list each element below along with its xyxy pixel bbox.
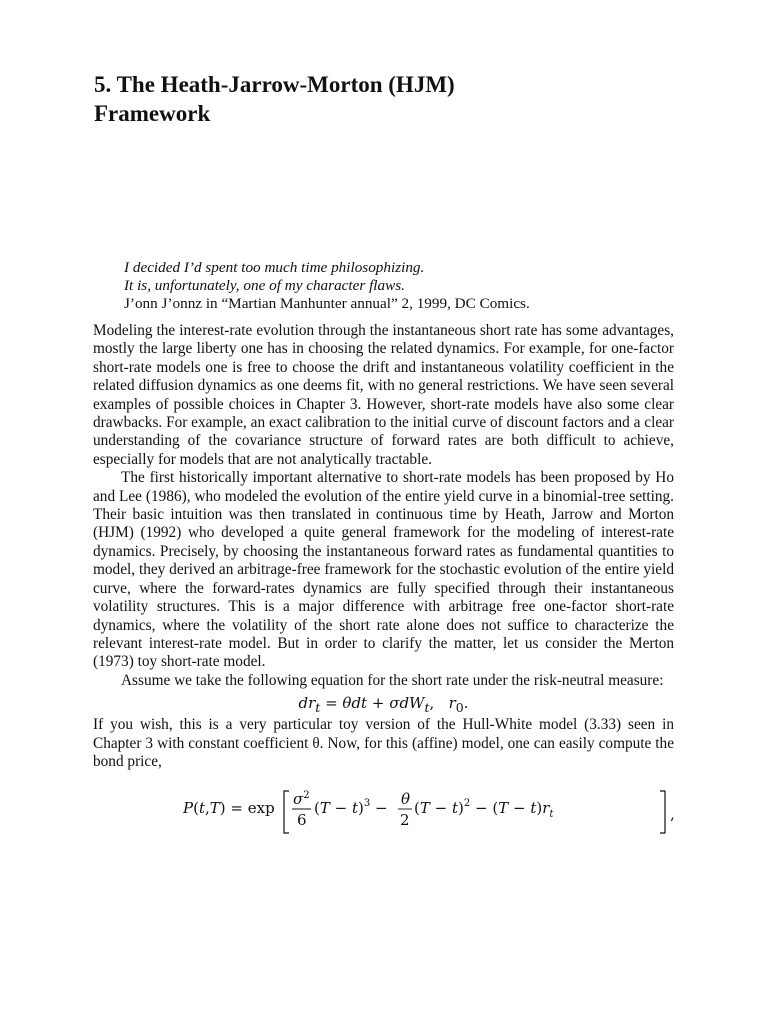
paragraph-3: Assume we take the following equation for the short rate under the risk-neutral measure: <box>121 671 664 689</box>
equation-short-rate: $dr_t = \theta dt + \sigma dW_t$, $r_0$. <box>298 694 469 716</box>
chapter-title-line-1: 5. The Heath-Jarrow-Morton (HJM) <box>94 72 455 97</box>
equation-bond-price <box>93 777 674 837</box>
epigraph-line-2: It is, unfortunately, one of my character flaws. <box>124 277 405 294</box>
chapter-title <box>94 70 694 128</box>
svg-text:(T − t)2 − (T − t)rt: $(T - t)^2 - (T - t)r_t$ <box>414 798 554 821</box>
svg-text:θ: θ <box>401 790 411 809</box>
paragraph-2: The first historically important alternative to short-rate models has been proposed by Ho and Lee (1986), who modeled the evolution of the entire yield curve in a binomial-tree setting. Their basic intuition was then translated in continuous time by Heath, Jarrow and Morton (HJM) (1992) who developed a quite general framework for the modeling of interest-rate dynamics. Precisely, by choosing the instantaneous forward rates as fundamental quantities to model, they derived an arbitrage-free framework for the stochastic evolution of the entire yield curve, where the forward-rates dynamics are fully specified through their instantaneous volatility structures. This is a major difference with arbitrage free one-factor short-rate dynamics, where the volatility of the short rate alone does not suffice to characterize the relevant interest-rate model. But in order to clarify the matter, let us consider the Merton (1973) toy short-rate model. <box>93 469 674 671</box>
svg-text:6: 6 <box>297 811 307 830</box>
paragraph-1: Modeling the interest-rate evolution through the instantaneous short rate has some advantages, mostly the large liberty one has in choosing the related dynamics. For example, for one-factor short-rate models one is free to choose the drift and instantaneous volatility coefficient in the related diffusion dynamics as one deems fit, with no general restrictions. We have seen several examples of possible choices in Chapter 3. However, short-rate models have also some clear drawbacks. For example, an exact calibration to the initial curve of discount factors and a clear understanding of the covariance structure of forward rates are both difficult to achieve, especially for models that are not analytically tractable. <box>93 322 674 468</box>
paragraph-4: If you wish, this is a very particular toy version of the Hull-White model (3.33) seen in Chapter 3 with constant coefficient θ. Now, for this (affine) model, one can easily compute the bond price, <box>93 716 674 770</box>
equation-bond-price-render <box>93 777 674 837</box>
svg-text:σ2: $\sigma^2$ <box>293 790 310 809</box>
epigraph-attribution: J’onn J’onnz in “Martian Manhunter annual” 2, 1999, DC Comics. <box>124 295 530 312</box>
chapter-title-line-2: Framework <box>94 101 211 126</box>
svg-text:,: , <box>670 805 675 824</box>
body-text <box>93 322 674 837</box>
epigraph <box>124 259 644 313</box>
svg-text:P(t,T) = exp: P(t,T) = exp <box>183 799 275 818</box>
epigraph-line-1: I decided I’d spent too much time philosophizing. <box>124 259 425 276</box>
svg-text:(T − t)3 −: $(T - t)^3$ − <box>314 798 388 818</box>
svg-text:2: 2 <box>400 811 410 830</box>
